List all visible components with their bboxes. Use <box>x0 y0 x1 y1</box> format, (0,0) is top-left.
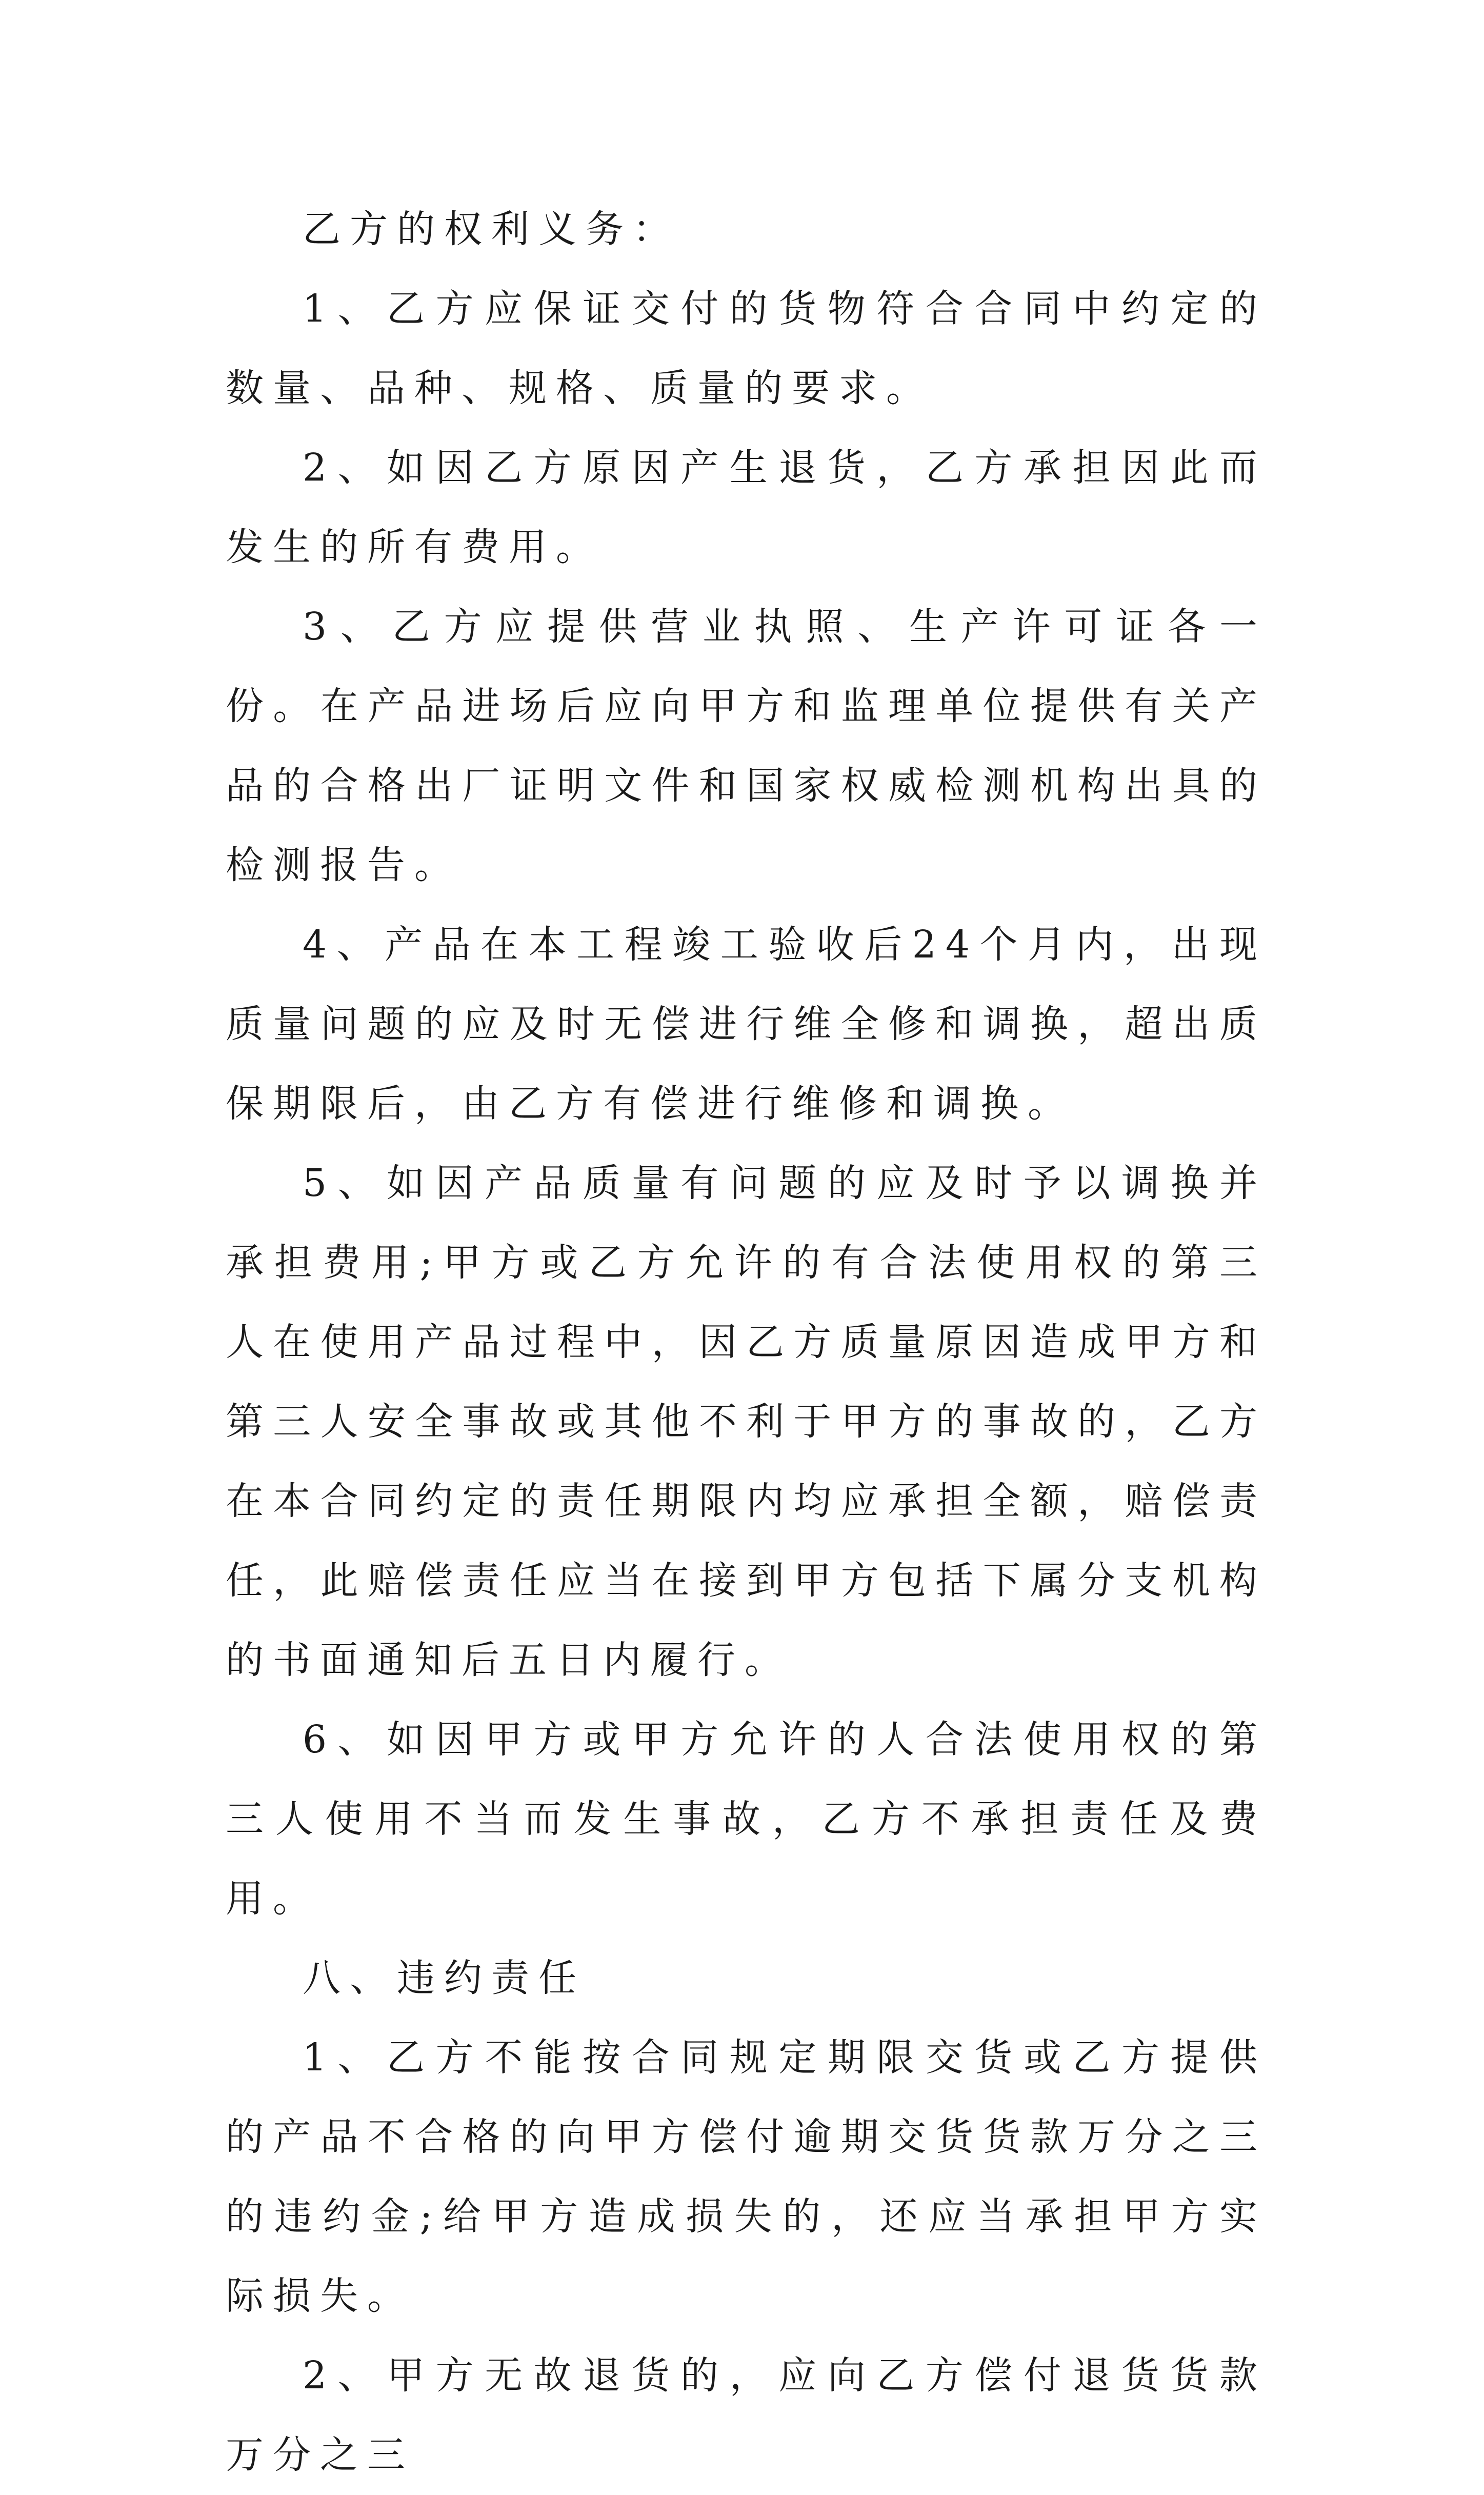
document-body <box>226 190 1267 2495</box>
section-heading-breach-liability: 八、违约责任 <box>303 1956 586 2000</box>
clause-3-paragraph: 3、乙方应提供营业执照、生产许可证各一份。在产品进场后应向甲方和监理单位提供有关产品的合格出厂证明文件和国家权威检测机构出具的检测报告。 <box>226 605 1267 887</box>
clause-1-paragraph: 1、乙方应保证交付的货物符合合同中约定的数量、品种、规格、质量的要求。 <box>226 287 1267 410</box>
clause-5-paragraph: 5、如因产品质量有问题的应及时予以调换并承担费用;甲方或乙方允许的有合法使用权的第三人在使用产品过程中，因乙方质量原因造成甲方和第三人安全事故或其他不利于甲方的事故的，乙方在本合同约定的责任期限内均应承担全额，赔偿责任，此赔偿责任应当在接到甲方包括下属分支机构的书面通知后五日内履行。 <box>226 1161 1267 1682</box>
clause-2-paragraph: 2、如因乙方原因产生退货，乙方承担因此而发生的所有费用。 <box>226 446 1267 569</box>
section-heading-party-b-rights: 乙方的权利义务： <box>303 207 680 251</box>
clause-4-paragraph: 4、产品在本工程竣工验收后24个月内，出现质量问题的应及时无偿进行维全修和调换，超出质保期限后，由乙方有偿进行维修和调换。 <box>226 923 1267 1126</box>
clause-6-paragraph: 6、如因甲方或甲方允许的人合法使用权的第三人使用不当而发生事故，乙方不承担责任及费用。 <box>226 1718 1267 1921</box>
breach-clause-1-paragraph: 1、乙方不能按合同规定期限交货或乙方提供的产品不合格的向甲方偿付逾期交货货款万分之三的违约金;给甲方造成损失的，还应当承担甲方实际损失。 <box>226 2035 1267 2318</box>
breach-clause-2-paragraph: 2、甲方无故退货的，应向乙方偿付退货货款万分之三 <box>226 2353 1267 2477</box>
